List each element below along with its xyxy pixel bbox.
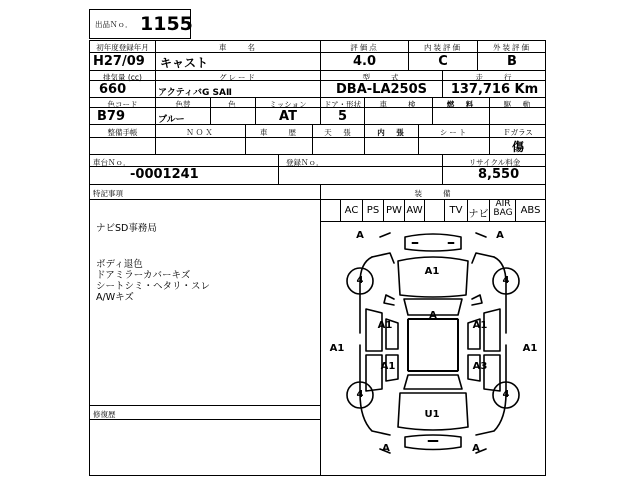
model-value: DBA-LA250S <box>336 82 427 97</box>
service-book-label: 整備手帳 <box>107 128 138 137</box>
notes-label: 特記事項 <box>93 189 123 198</box>
equip-ps: PS <box>366 205 380 216</box>
score-value: 4.0 <box>352 54 377 69</box>
damage-front-left: A <box>356 230 364 241</box>
damage-roof: A <box>429 310 437 321</box>
chassis-no-label: 車台Ｎｏ． <box>93 158 131 167</box>
mission-value: AT <box>279 109 297 124</box>
exterior-grade-value: B <box>507 54 517 69</box>
damage-wheel-rr: 4 <box>502 389 510 400</box>
repair-history-label: 修復歴 <box>93 410 116 419</box>
headliner-label: 天 張 <box>324 128 353 137</box>
reg-date-label: 初年度登録年月 <box>96 43 149 52</box>
note-line: ボディ退色 <box>96 259 143 270</box>
equip-airbag: AIR BAG <box>493 199 513 218</box>
damage-door-rl: A1 <box>380 361 396 372</box>
doors-label: ドア・形状 <box>323 100 362 109</box>
exterior-grade-label: 外装評価 <box>493 43 531 52</box>
fuel-label: 燃 料 <box>446 100 476 109</box>
model-label: 型 式 <box>362 73 401 82</box>
damage-rear: U1 <box>424 409 440 420</box>
color-code-label: 色コード <box>107 100 138 109</box>
grade-label: グレード <box>219 73 257 82</box>
mileage-value: 137,716 Km <box>450 82 539 97</box>
car-damage-diagram <box>320 223 546 473</box>
equip-abs: ABS <box>520 205 541 216</box>
reg-no-label: 登録Ｎｏ． <box>286 158 324 167</box>
displacement-label: 排気量 (cc) <box>103 73 142 82</box>
damage-side-fl: A1 <box>377 320 393 331</box>
damage-rear-left: A <box>382 443 390 454</box>
mileage-label: 走 行 <box>475 73 514 82</box>
lot-number: 1155 <box>140 13 193 35</box>
drive-label: 駆 動 <box>503 100 533 109</box>
damage-side-fr: A1 <box>472 320 488 331</box>
equip-tv: TV <box>449 205 463 216</box>
grade-value: アクティバG SAⅡ <box>158 88 232 98</box>
damage-side-right: A1 <box>522 343 538 354</box>
doors-value: 5 <box>337 109 348 124</box>
seat-label: シート <box>439 128 469 137</box>
damage-door-rr: A3 <box>472 361 488 372</box>
color-code-value: B79 <box>97 109 125 124</box>
equip-navi: ナビ <box>468 209 489 220</box>
inspection-label: 車 検 <box>379 100 418 109</box>
reg-date-value: H27/09 <box>93 54 145 69</box>
recycle-fee-value: 8,550 <box>478 167 520 182</box>
note-line: シートシミ・ヘタリ・スレ <box>96 281 211 292</box>
equip-aw: AW <box>406 205 423 216</box>
score-label: 評価点 <box>350 43 379 52</box>
chassis-no-value: -0001241 <box>130 167 199 182</box>
interior-grade-value: C <box>438 54 448 69</box>
recycle-fee-label: リサイクル料金 <box>468 158 521 167</box>
nox-label: ＮＯＸ <box>186 128 215 137</box>
damage-wheel-fl: 4 <box>356 275 364 286</box>
note-line: A/Wキズ <box>96 292 134 303</box>
interior-grade-label: 内装評価 <box>424 43 462 52</box>
damage-wheel-rl: 4 <box>356 389 364 400</box>
interior-trim-label: 内 張 <box>377 128 406 137</box>
equip-pw: PW <box>386 205 402 216</box>
lot-label: 出品Ｎｏ． <box>95 20 133 29</box>
equipment-label: 装 備 <box>414 189 453 198</box>
car-name-value: キャスト <box>160 56 209 70</box>
damage-rear-right: A <box>472 443 480 454</box>
color-value: ブルー <box>158 115 185 125</box>
note-line: ナビSD事務局 <box>96 223 157 234</box>
front-glass-label: Ｆガラス <box>503 128 533 137</box>
damage-bonnet: A1 <box>424 266 440 277</box>
color-change-label: 色替 <box>175 100 191 109</box>
car-name-label: 車 名 <box>219 43 257 52</box>
damage-wheel-fr: 4 <box>502 275 510 286</box>
damage-front-right: A <box>496 230 504 241</box>
equip-ac: AC <box>344 205 359 216</box>
mission-label: ミッション <box>269 100 307 109</box>
color-label: 色 <box>228 100 238 109</box>
displacement-value: 660 <box>99 82 127 97</box>
damage-side-left: A1 <box>329 343 345 354</box>
history-label: 車 歴 <box>260 128 298 137</box>
front-glass-value: 傷 <box>511 140 524 154</box>
note-line: ドアミラーカバーキズ <box>96 270 191 281</box>
